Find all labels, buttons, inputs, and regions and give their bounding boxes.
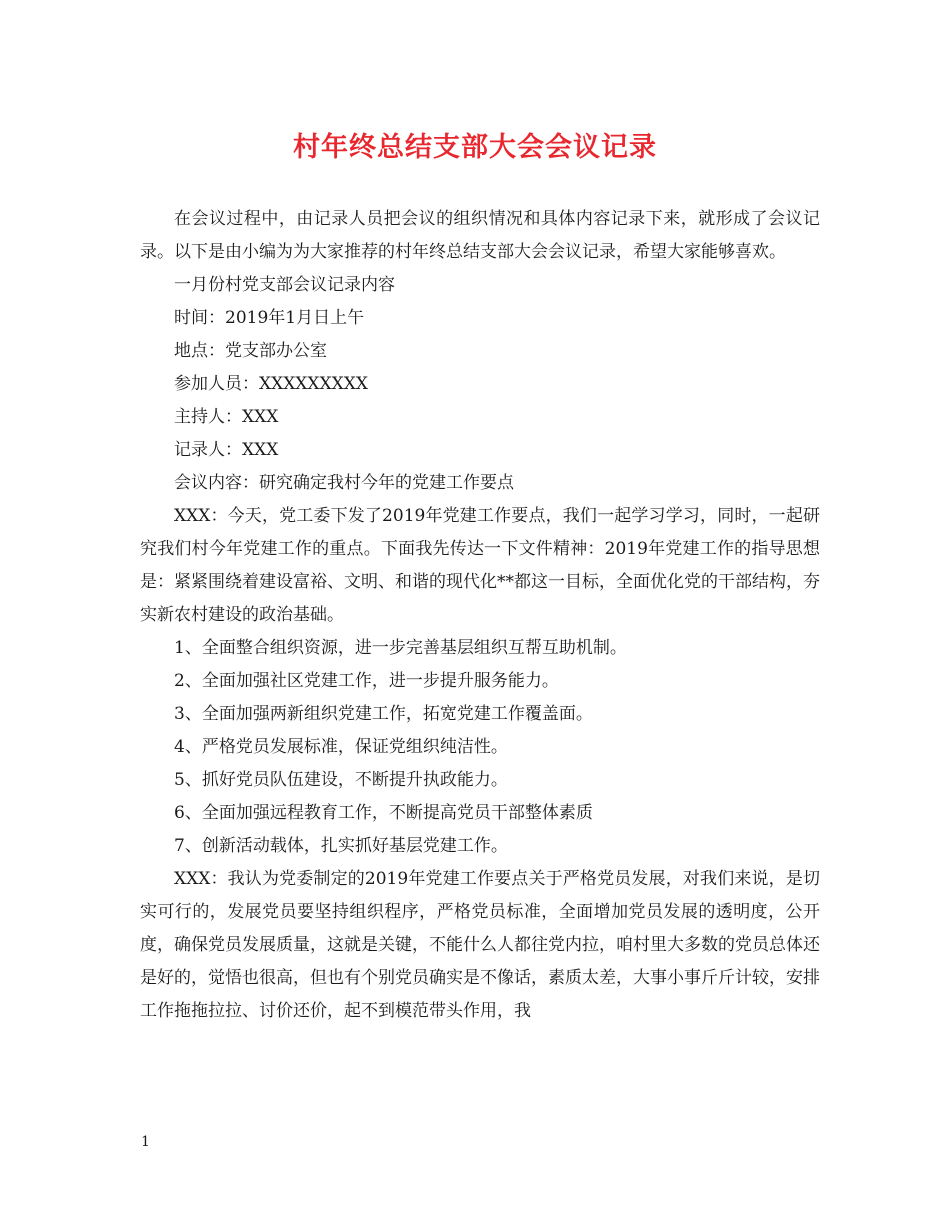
meeting-recorder: 记录人：XXX xyxy=(174,440,279,460)
meeting-time: 时间：2019年1月日上午 xyxy=(174,308,365,328)
intro-paragraph: 在会议过程中，由记录人员把会议的组织情况和具体内容记录下来，就形成了会议记录。以下是由小编为为大家推荐的村年终总结支部大会会议记录，希望大家能够喜欢。 xyxy=(140,209,820,262)
list-item: 7、创新活动载体，扎实抓好基层党建工作。 xyxy=(174,836,508,856)
list-item: 5、抓好党员队伍建设，不断提升执政能力。 xyxy=(174,770,508,790)
meeting-host: 主持人：XXX xyxy=(174,407,279,427)
page-number: 1 xyxy=(141,1134,150,1150)
meeting-location: 地点：党支部办公室 xyxy=(174,341,327,361)
section-heading: 一月份村党支部会议记录内容 xyxy=(174,275,395,295)
list-item: 4、严格党员发展标准，保证党组织纯洁性。 xyxy=(174,737,508,757)
list-item: 3、全面加强两新组织党建工作，拓宽党建工作覆盖面。 xyxy=(174,704,593,724)
list-item: 2、全面加强社区党建工作，进一步提升服务能力。 xyxy=(174,671,559,691)
list-item: 1、全面整合组织资源，进一步完善基层组织互帮互助机制。 xyxy=(174,638,627,658)
speech-paragraph: XXX：今天，党工委下发了2019年党建工作要点，我们一起学习学习，同时，一起研究我们村今年党建工作的重点。下面我先传达一下文件精神：2019年党建工作的指导思想是：紧紧围绕着建设富裕、文明、和谐的现代化**都这一目标，全面优化党的干部结构，夯实新农村建设的政治基础。 xyxy=(140,506,820,625)
speech-paragraph: XXX：我认为党委制定的2019年党建工作要点关于严格党员发展，对我们来说，是切实可行的，发展党员要坚持组织程序，严格党员标准，全面增加党员发展的透明度，公开度，确保党员发展质量，这就是关键，不能什么人都往党内拉，咱村里大多数的党员总体还是好的，觉悟也很高，但也有个别党员确实是不像话，素质太差，大事小事斤斤计较，安排工作拖拖拉拉、讨价还价，起不到模范带头作用，我 xyxy=(140,869,820,1021)
list-item: 6、全面加强远程教育工作，不断提高党员干部整体素质 xyxy=(174,803,593,823)
document-title: 村年终总结支部大会会议记录 xyxy=(293,132,657,163)
meeting-topic: 会议内容：研究确定我村今年的党建工作要点 xyxy=(174,473,514,493)
meeting-attendees: 参加人员：XXXXXXXXX xyxy=(174,374,368,394)
document-body xyxy=(140,203,820,1028)
